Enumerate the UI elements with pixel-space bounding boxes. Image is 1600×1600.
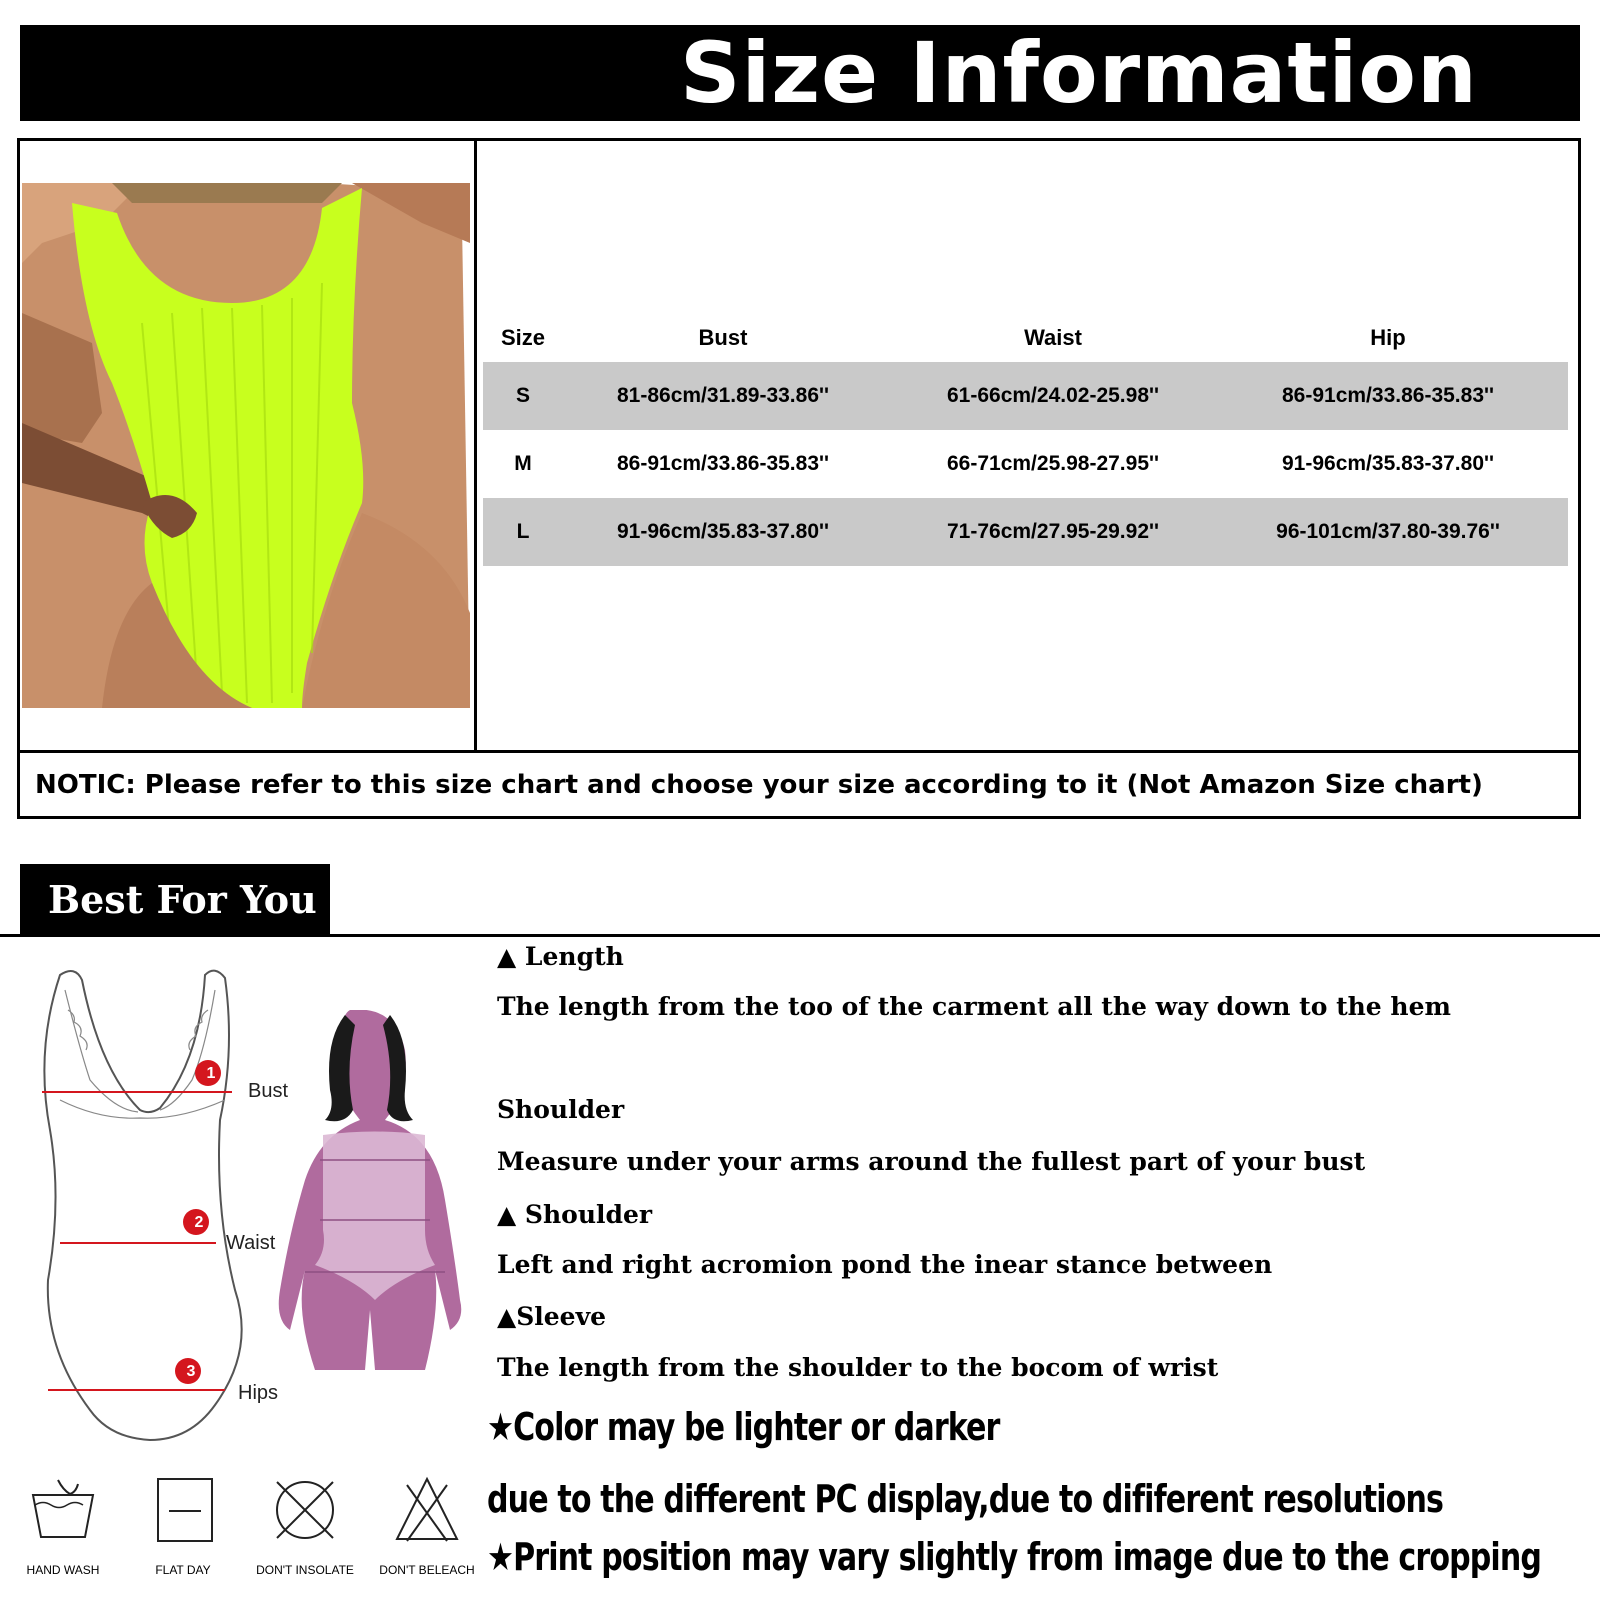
section-tab bbox=[20, 864, 330, 936]
body-silhouette-figure bbox=[275, 1010, 475, 1380]
size-table bbox=[483, 318, 1568, 566]
length-title: ▲ Length bbox=[497, 942, 624, 971]
shoulder2-title: ▲ Shoulder bbox=[497, 1200, 653, 1229]
sleeve-description: The length from the shoulder to the bocom of wrist bbox=[497, 1353, 1219, 1382]
divider bbox=[0, 934, 1600, 937]
bust-cell: 86-91cm/33.86-35.83'' bbox=[617, 452, 829, 475]
care-label: DON'T INSOLATE bbox=[256, 1563, 354, 1577]
size-cell: L bbox=[516, 520, 530, 543]
table-row bbox=[483, 430, 1568, 498]
shoulder-title: Shoulder bbox=[497, 1095, 625, 1124]
divider bbox=[474, 141, 477, 751]
color-note: ★Color may be lighter or darker bbox=[487, 1405, 1000, 1449]
waist-cell: 66-71cm/25.98-27.95'' bbox=[947, 452, 1159, 475]
care-hand-wash bbox=[8, 1475, 118, 1577]
size-notice: NOTIC: Please refer to this size chart and choose your size according to it (Not Amazon Size chart) bbox=[35, 770, 1483, 800]
title-banner bbox=[20, 25, 1580, 121]
bust-cell: 91-96cm/35.83-37.80'' bbox=[617, 520, 829, 543]
waist-cell: 71-76cm/27.95-29.92'' bbox=[947, 520, 1159, 543]
hip-cell: 96-101cm/37.80-39.76'' bbox=[1276, 520, 1500, 543]
flat-dry-icon bbox=[143, 1475, 223, 1545]
column-header-waist: Waist bbox=[1024, 325, 1082, 350]
section-title: Best For You bbox=[48, 877, 317, 922]
display-note: due to the different PC display,due to dififerent resolutions bbox=[487, 1477, 1444, 1521]
column-header-bust: Bust bbox=[698, 325, 748, 350]
waist-marker: 2 bbox=[194, 1214, 204, 1231]
care-label: HAND WASH bbox=[26, 1563, 100, 1577]
column-header-hip: Hip bbox=[1370, 325, 1406, 350]
table-row bbox=[483, 498, 1568, 566]
hips-label: Hips bbox=[238, 1382, 279, 1404]
table-header-row bbox=[483, 318, 1568, 358]
size-cell: M bbox=[514, 452, 532, 475]
do-not-bleach-icon bbox=[387, 1475, 467, 1545]
table-row bbox=[483, 362, 1568, 430]
care-label: FLAT DAY bbox=[155, 1563, 211, 1577]
size-cell: S bbox=[515, 384, 530, 407]
hip-cell: 91-96cm/35.83-37.80'' bbox=[1282, 452, 1494, 475]
bust-label: Bust bbox=[248, 1080, 289, 1102]
care-label: DON'T BELEACH bbox=[379, 1563, 475, 1577]
page-title: Size Information bbox=[680, 24, 1478, 122]
hand-wash-icon bbox=[23, 1475, 103, 1545]
care-do-not-bleach bbox=[372, 1475, 482, 1577]
do-not-tumble-icon bbox=[265, 1475, 345, 1545]
column-header-size: Size bbox=[500, 325, 546, 350]
hip-cell: 86-91cm/33.86-35.83'' bbox=[1282, 384, 1494, 407]
waist-cell: 61-66cm/24.02-25.98'' bbox=[947, 384, 1159, 407]
product-photo bbox=[22, 183, 470, 708]
shoulder-description: Measure under your arms around the fullest part of your bust bbox=[497, 1147, 1366, 1176]
sleeve-title: ▲Sleeve bbox=[497, 1302, 607, 1331]
print-note: ★Print position may vary slightly from image due to the cropping bbox=[487, 1535, 1542, 1579]
care-do-not-insolate bbox=[250, 1475, 360, 1577]
length-description: The length from the too of the carment all the way down to the hem bbox=[497, 992, 1451, 1021]
hips-marker: 3 bbox=[186, 1363, 196, 1380]
bust-marker: 1 bbox=[206, 1065, 216, 1082]
waist-label: Waist bbox=[226, 1232, 276, 1254]
shoulder2-description: Left and right acromion pond the inear stance between bbox=[497, 1250, 1273, 1279]
bust-cell: 81-86cm/31.89-33.86'' bbox=[617, 384, 829, 407]
care-flat-dry bbox=[128, 1475, 238, 1577]
